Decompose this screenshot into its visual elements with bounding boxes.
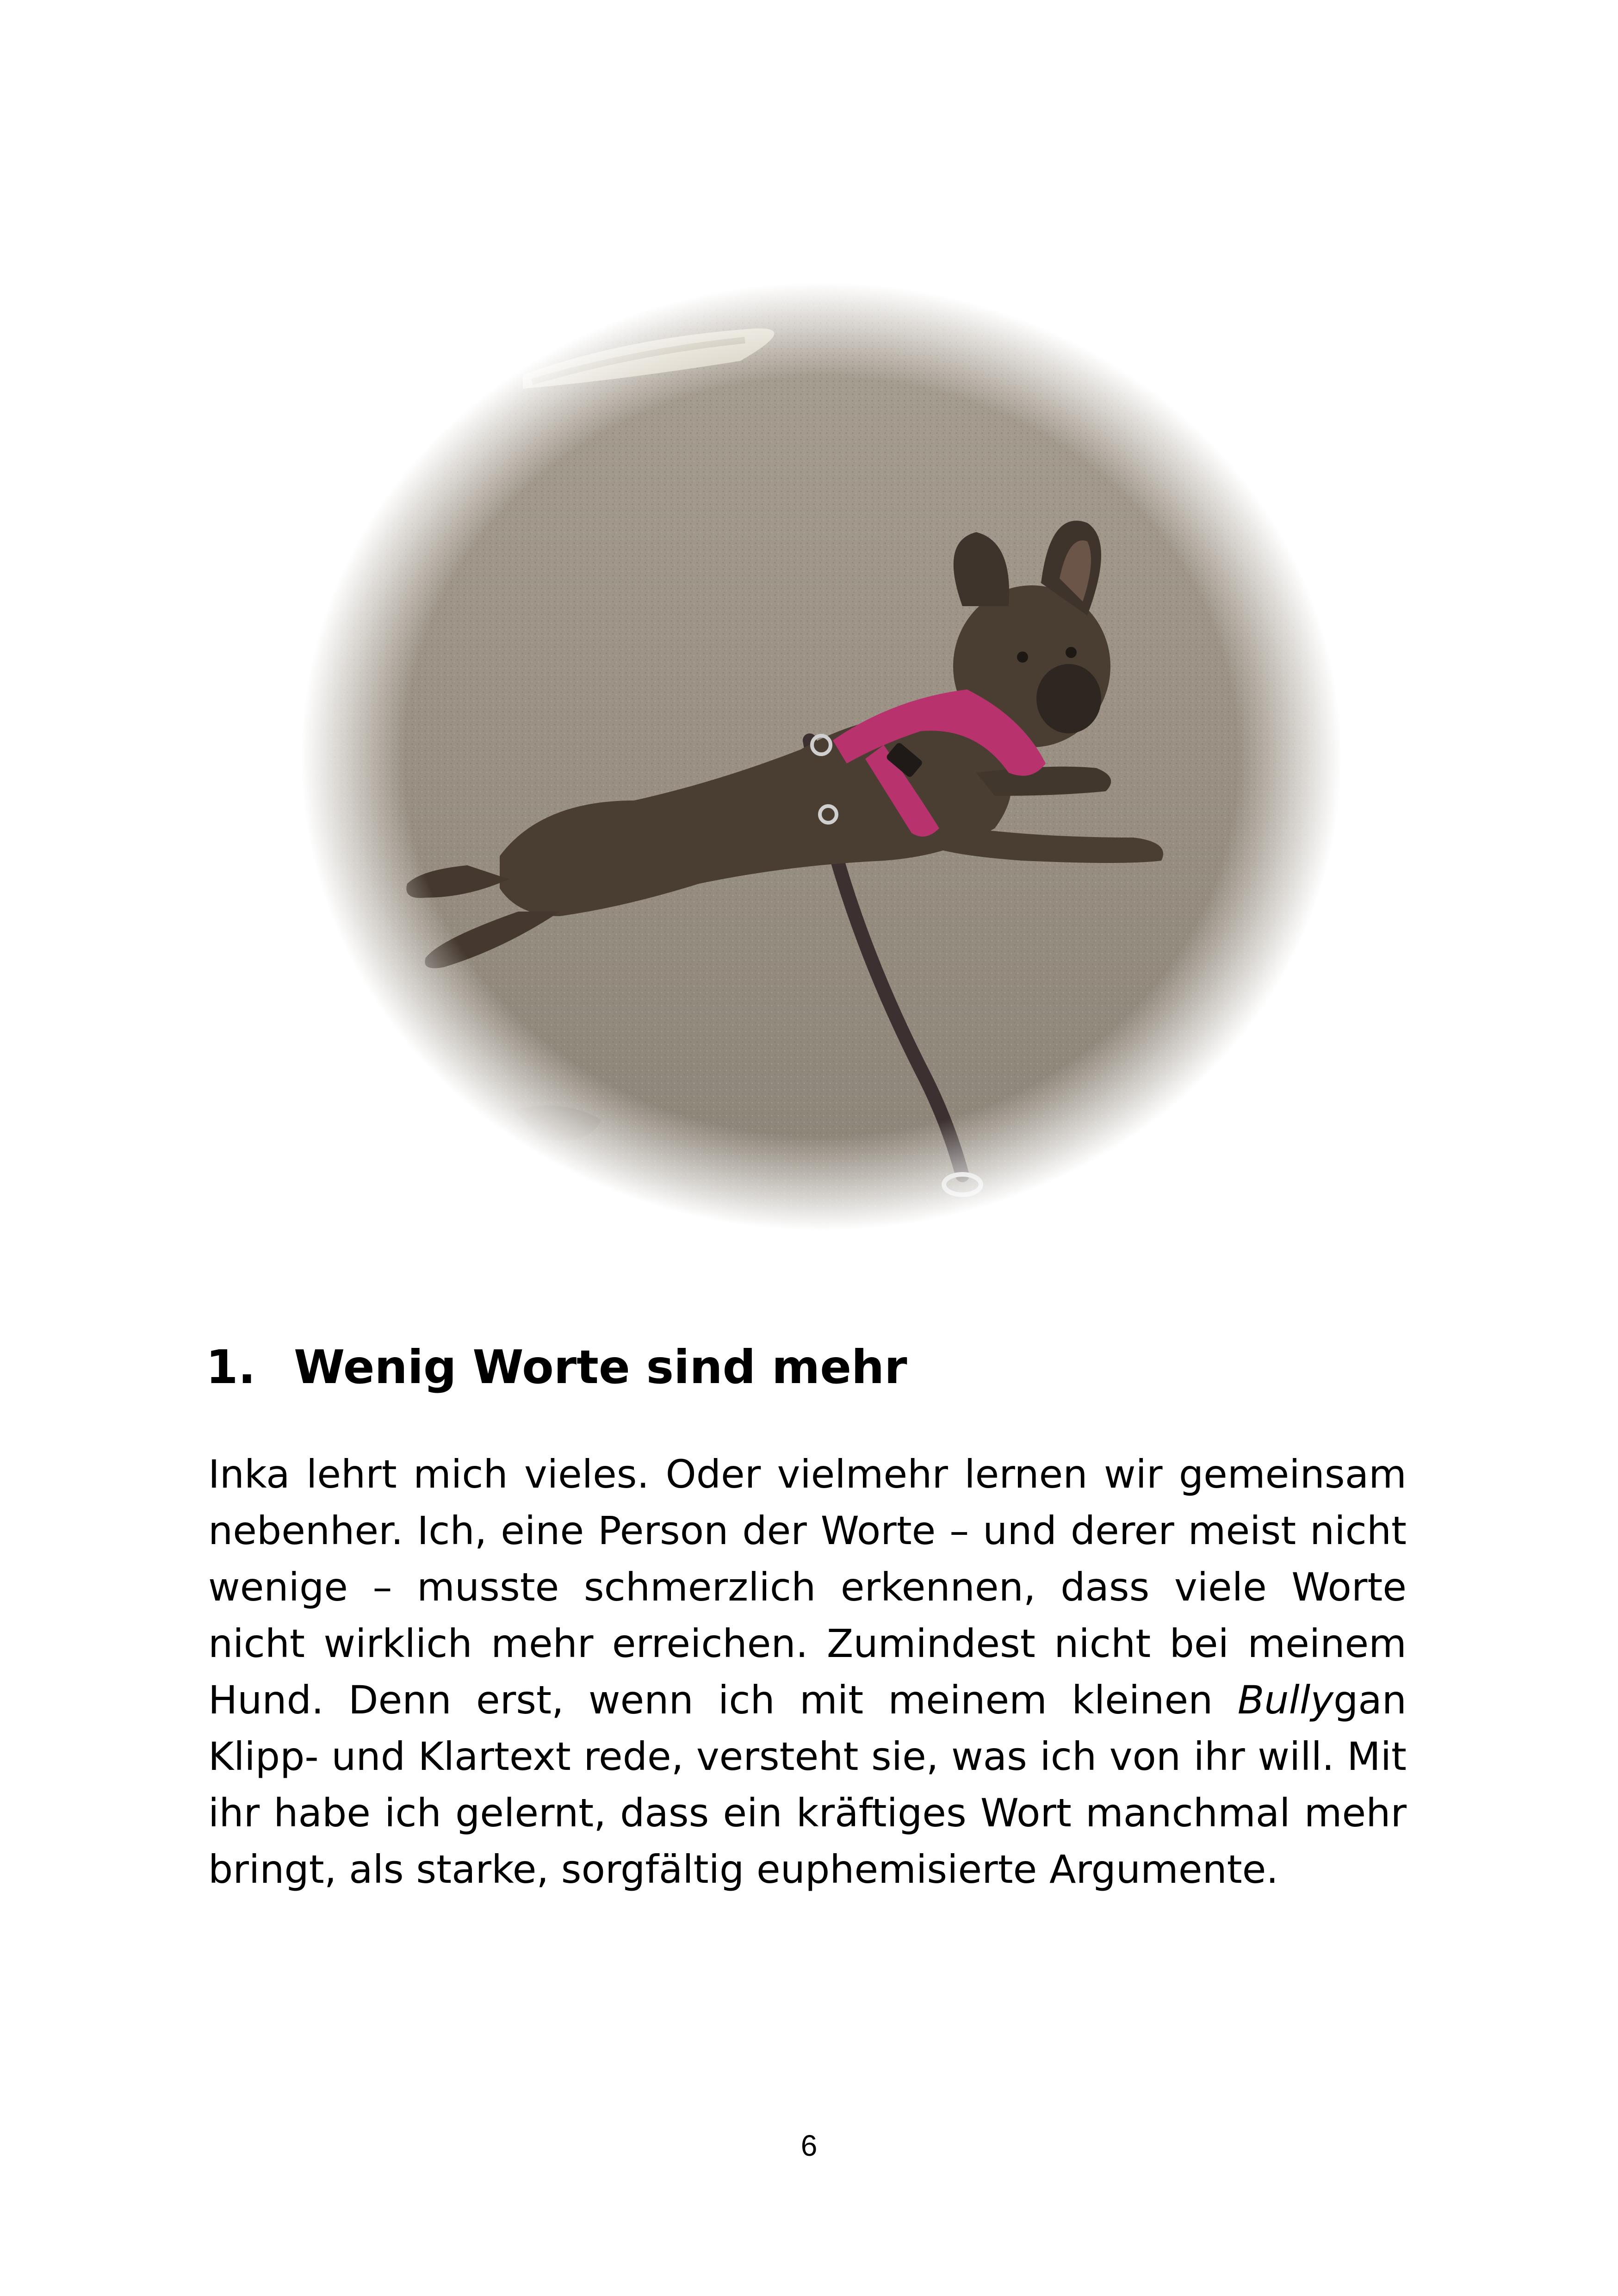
chapter-number: 1. <box>206 1340 256 1394</box>
chapter-title: Wenig Worte sind mehr <box>294 1340 907 1394</box>
page-number: 6 <box>800 2129 818 2162</box>
chapter-heading <box>206 1340 907 1394</box>
body-paragraph <box>208 1446 1407 1898</box>
body-text-part2: gan Klipp- und Klartext rede, versteht sie, was ich von ihr will. Mit ihr habe ich gelernt, dass ein kräftiges Wort manchmal mehr bringt, als starke, sorgfältig euphemisierte Argumente. <box>208 1677 1407 1892</box>
body-text-part1: Inka lehrt mich vieles. Oder vielmehr lernen wir gemeinsam nebenher. Ich, eine Person der Worte – und derer meist nicht wenige – musste schmerzlich erkennen, dass viele Worte nicht wirklich mehr erreichen. Zumindest nicht bei meinem Hund. Denn erst, wenn ich mit meinem kleinen <box>208 1452 1407 1723</box>
body-emphasis: Bully <box>1237 1677 1333 1723</box>
dog-photo <box>301 282 1342 1231</box>
